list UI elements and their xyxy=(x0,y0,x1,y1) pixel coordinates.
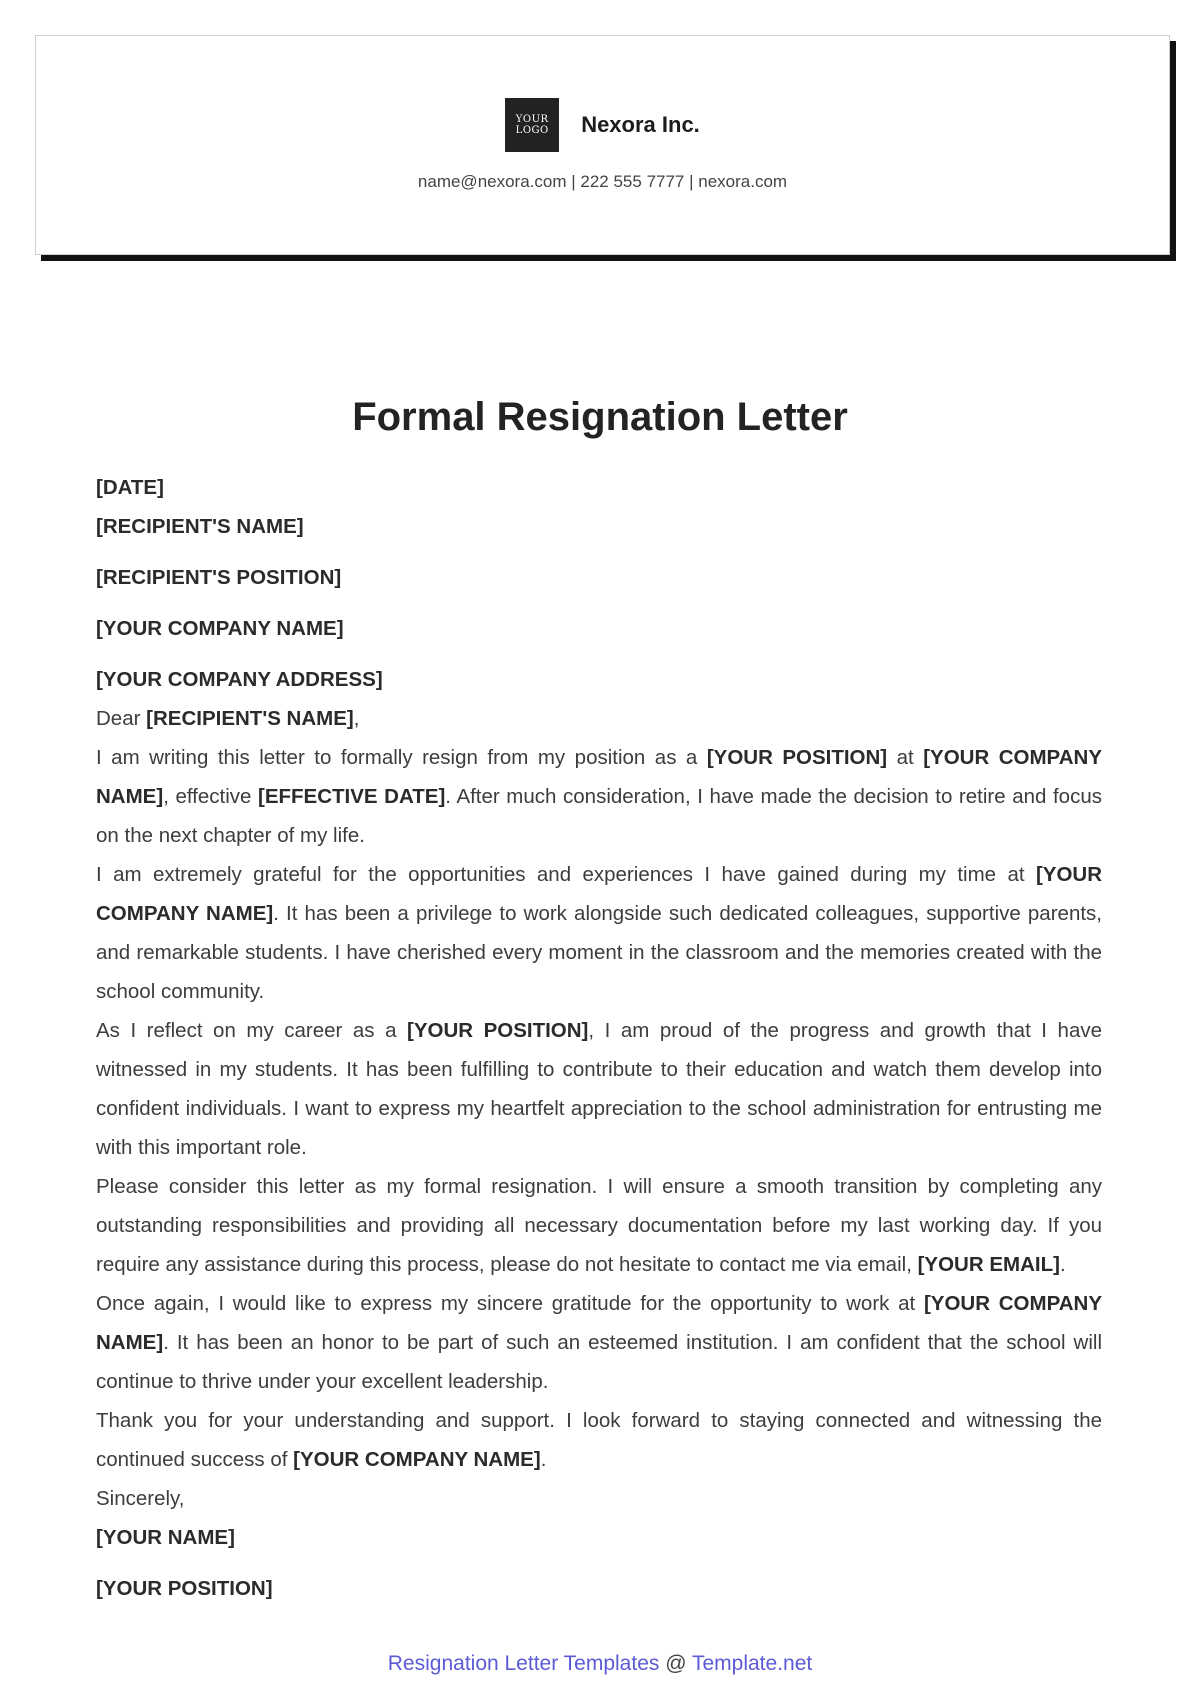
paragraph-3 xyxy=(96,1011,1102,1167)
paragraph-2 xyxy=(96,855,1102,1011)
paragraph-4 xyxy=(96,1167,1102,1284)
letter-body xyxy=(96,468,1102,1608)
effective-date-placeholder: [EFFECTIVE DATE] xyxy=(258,785,446,808)
company-name: Nexora Inc. xyxy=(581,112,700,137)
company-address-placeholder: [YOUR COMPANY ADDRESS] xyxy=(96,668,383,691)
email-placeholder: [YOUR EMAIL] xyxy=(917,1253,1060,1276)
logo-text-line1: YOUR xyxy=(515,114,549,125)
company-placeholder: [YOUR COMPANY NAME] xyxy=(96,1292,1102,1354)
position-placeholder: [YOUR POSITION] xyxy=(407,1019,589,1042)
footer-at: @ xyxy=(659,1652,692,1675)
contact-separator: | xyxy=(566,172,581,191)
recipient-position-placeholder: [RECIPIENT'S POSITION] xyxy=(96,566,342,589)
text: . After much consideration, I have made the decision to retire and focus on the next chapter of my life. xyxy=(96,785,1102,847)
page-title: Formal Resignation Letter xyxy=(352,395,848,439)
text: at xyxy=(887,746,924,769)
salutation xyxy=(96,699,1102,738)
salutation-suffix: , xyxy=(353,707,360,730)
salutation-prefix: Dear xyxy=(96,707,147,730)
text: I am extremely grateful for the opportunities and experiences I have gained during my time at xyxy=(96,863,1036,886)
text: . xyxy=(1059,1253,1066,1276)
text: Please consider this letter as my formal resignation. I will ensure a smooth transition by completing any outstanding responsibilities and providing all necessary documentation before my last working day. If you require any assistance during this process, please do not hesitate to contact me via email, xyxy=(96,1175,1102,1276)
company-placeholder: [YOUR COMPANY NAME] xyxy=(96,746,1102,808)
recipient-name-placeholder: [RECIPIENT'S NAME] xyxy=(96,515,304,538)
paragraph-5 xyxy=(96,1284,1102,1401)
paragraph-1 xyxy=(96,738,1102,855)
text: . xyxy=(540,1448,547,1471)
contact-website: nexora.com xyxy=(698,172,788,191)
logo-text-line2: LOGO xyxy=(515,125,549,136)
your-position-placeholder: [YOUR POSITION] xyxy=(96,1577,273,1600)
paragraph-6 xyxy=(96,1401,1102,1479)
footer-attribution xyxy=(0,1652,1200,1676)
text: As I reflect on my career as a xyxy=(96,1019,408,1042)
company-logo xyxy=(505,98,559,152)
contact-phone: 222 555 7777 xyxy=(580,172,685,191)
text: Once again, I would like to express my sincere gratitude for the opportunity to work at xyxy=(96,1292,924,1315)
contact-separator: | xyxy=(684,172,699,191)
closing: Sincerely, xyxy=(96,1487,185,1510)
text: , I am proud of the progress and growth that I have witnessed in my students. It has been fulfilling to contribute to their education and watch them develop into confident individuals. I want to express my heartfelt appreciation to the school administration for entrusting me with this important role. xyxy=(96,1019,1102,1159)
text: Thank you for your understanding and support. I look forward to staying connected and witnessing the continued success of xyxy=(96,1409,1102,1471)
date-placeholder: [DATE] xyxy=(96,476,164,499)
text: I am writing this letter to formally resign from my position as a xyxy=(96,746,707,769)
contact-line xyxy=(36,172,1169,192)
company-placeholder: [YOUR COMPANY NAME] xyxy=(293,1448,541,1471)
footer-site-link[interactable]: Template.net xyxy=(691,1652,813,1675)
company-placeholder: [YOUR COMPANY NAME] xyxy=(96,863,1102,925)
salutation-recipient: [RECIPIENT'S NAME] xyxy=(146,707,354,730)
letterhead xyxy=(35,35,1170,255)
brand-row xyxy=(36,98,1169,152)
company-name-placeholder: [YOUR COMPANY NAME] xyxy=(96,617,344,640)
position-placeholder: [YOUR POSITION] xyxy=(706,746,888,769)
text: . It has been an honor to be part of such an esteemed institution. I am confident that the school will continue to thrive under your excellent leadership. xyxy=(96,1331,1102,1393)
your-name-placeholder: [YOUR NAME] xyxy=(96,1526,235,1549)
footer-templates-link[interactable]: Resignation Letter Templates xyxy=(387,1652,660,1675)
contact-email: name@nexora.com xyxy=(417,172,567,191)
text: . It has been a privilege to work alongside such dedicated colleagues, supportive parents, and remarkable students. I have cherished every moment in the classroom and the memories created with the school community. xyxy=(96,902,1102,1003)
text: , effective xyxy=(163,785,259,808)
